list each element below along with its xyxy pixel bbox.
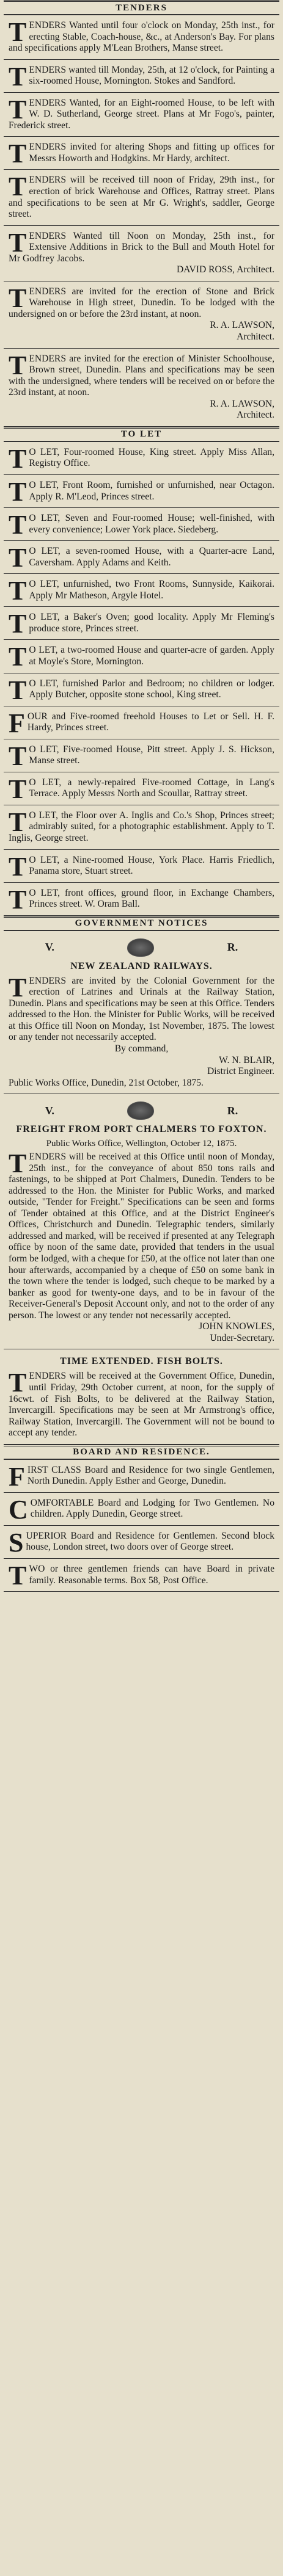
board-ad-text: OMFORTABLE Board and Lodging for Two Gentlemen. No children. Apply Dunedin, George street. [30, 1497, 274, 1520]
board-ad-text: UPERIOR Board and Residence for Gentlemen. Second block house, London street, two doors over of George street. [26, 1530, 274, 1553]
tolet-ad [4, 805, 279, 850]
dropcap: T [9, 1368, 27, 1398]
tender-ad [4, 60, 279, 93]
tolet-ad [4, 883, 279, 916]
dropcap: T [9, 476, 27, 507]
board-ad-text: IRST CLASS Board and Residence for two single Gentlemen, North Dunedin. Apply Esther and George, Dunedin. [27, 1464, 274, 1487]
railways-notice [4, 931, 279, 1095]
tolet-ad-text: O LET, Five-roomed House, Pitt street. Apply J. S. Hickson, Manse street. [29, 744, 274, 766]
freight-signature: JOHN KNOWLES, [199, 1321, 274, 1332]
dropcap: T [9, 807, 27, 837]
board-section [0, 1445, 283, 1592]
tender-ad-text: ENDERS wanted till Monday, 25th, at 12 o'clock, for Painting a six-roomed House, Mornington. Stokes and Sandford. [29, 64, 274, 87]
dropcap: T [9, 172, 27, 202]
dropcap: T [9, 17, 27, 47]
freight-body: ENDERS will be received at this Office until noon of Monday, 25th inst., for the conveyance of about 850 tons rails and fastenings, to be shipped at Port Chalmers, Dunedin. Tenders to be addressed to the Hon. the Minister for Public Works, and marked outside, "Tender for Freight." Specifications can be seen and forms of Tender obtained at this Office, and at the District Engineer's Offices, Christchurch and Dunedin. Telegraphic tenders, similarly addressed and marked, will be received if presented at any Telegraph office by noon of the same date, provided that tenders in the usual form be lodged, with a cheque for £50, at the office not later than one hour afterwards, accompanied by a cheque of £50 on some bank in the town where the tender is lodged, such cheque to be marked by a banker as good for twenty-one days, and to be in favour of the Receiver-General's Deposit Account only, and not to the order of any person. The lowest or any tender not necessarily accepted. [9, 1152, 274, 1321]
section-header-tenders: TENDERS [4, 0, 279, 15]
dropcap: T [9, 774, 27, 804]
dropcap: T [9, 350, 27, 380]
railways-signature-title: District Engineer. [207, 1066, 274, 1077]
tolet-ad [4, 673, 279, 706]
dropcap: T [9, 283, 27, 313]
dropcap: T [9, 741, 27, 771]
section-header-board: BOARD AND RESIDENCE. [4, 1445, 279, 1460]
tolet-list [0, 442, 283, 916]
tender-ad-signature-title: Architect. [237, 410, 274, 421]
tolet-ad-text: O LET, furnished Parlor and Bedroom; no children or lodger. Apply Butcher, opposite stone school, King street. [29, 678, 274, 700]
dropcap: T [9, 576, 27, 606]
section-header-tolet: TO LET [4, 427, 279, 442]
tolet-ad [4, 607, 279, 640]
tender-ad [4, 170, 279, 225]
tolet-ad-text: O LET, a Baker's Oven; good locality. Apply Mr Fleming's produce store, Princes street. [29, 612, 274, 634]
dropcap: T [9, 675, 27, 705]
freight-signature-title: Under-Secretary. [210, 1332, 274, 1343]
vr-right: R. [227, 941, 238, 954]
tender-ad-text: ENDERS are invited for the erection of Minister Schoolhouse, Brown street, Dunedin. Plans and specifications may be seen with the undersigned, where tenders will be received on or before the 23rd instant, at noon. [9, 353, 274, 398]
tender-ad [4, 137, 279, 170]
tender-ad-text: ENDERS Wanted, for an Eight-roomed House, to be left with W. D. Sutherland, George street. Plans at Mr Fogo's, painter, Frederick street. [9, 97, 274, 131]
tolet-ad [4, 772, 279, 805]
board-ad [4, 1493, 279, 1526]
board-list [0, 1460, 283, 1592]
dropcap: T [9, 851, 27, 882]
dropcap: T [9, 1148, 27, 1179]
tolet-ad-text: O LET, a two-roomed House and quarter-acre of garden. Apply at Moyle's Store, Mornington. [29, 645, 274, 667]
tolet-ad [4, 574, 279, 607]
tender-ad-text: ENDERS Wanted until four o'clock on Monday, 25th inst., for erecting Stable, Coach-house, &c., at Anderson's Bay. For plans and specifications apply M'Lean Brothers, Manse street. [9, 20, 274, 54]
tolet-section [0, 427, 283, 916]
railways-by: By command, [114, 1043, 169, 1054]
dropcap: T [9, 443, 27, 474]
vr-left: V. [45, 1104, 54, 1117]
tolet-ad [4, 706, 279, 739]
tolet-ad-text: O LET, a seven-roomed House, with a Quarter-acre Land, Caversham. Apply Adams and Keith. [29, 546, 274, 568]
tender-ad-signature-title: Architect. [237, 332, 274, 343]
vr-right: R. [227, 1104, 238, 1117]
board-ad [4, 1460, 279, 1493]
tolet-ad-text: O LET, front offices, ground floor, in Exchange Chambers, Princes street. W. Oram Ball. [29, 887, 274, 910]
tenders-list [0, 15, 283, 427]
tolet-ad [4, 850, 279, 883]
government-section [0, 916, 283, 1445]
tender-ad [4, 281, 279, 349]
board-ad [4, 1559, 279, 1592]
tender-ad-signature: R. A. LAWSON, [210, 398, 274, 409]
crest-icon [127, 1101, 154, 1120]
dropcap: T [9, 609, 27, 639]
tolet-ad [4, 475, 279, 508]
railways-title: NEW ZEALAND RAILWAYS. [70, 960, 213, 971]
freight-title: FREIGHT FROM PORT CHALMERS TO FOXTON. [16, 1124, 267, 1135]
fish-bolts-notice [4, 1349, 279, 1444]
tender-ad [4, 349, 279, 427]
tolet-ad [4, 739, 279, 772]
dropcap: S [9, 1527, 24, 1558]
dropcap: T [9, 139, 27, 169]
tender-ad-signature: DAVID ROSS, Architect. [177, 264, 274, 275]
tolet-ad-text: O LET, a newly-repaired Five-roomed Cottage, in Lang's Terrace. Apply Messrs North and Scoullar, Rattray street. [29, 777, 274, 799]
dropcap: T [9, 510, 27, 540]
tolet-ad [4, 640, 279, 673]
tender-ad [4, 93, 279, 137]
tender-ad-text: ENDERS invited for altering Shops and fitting up offices for Messrs Howorth and Hodgkins. Mr Hardy, architect. [29, 142, 274, 164]
dropcap: T [9, 94, 27, 125]
tolet-ad-text: O LET, a Nine-roomed House, York Place. Harris Friedlich, Panama store, Stuart street. [29, 854, 274, 877]
tolet-ad [4, 541, 279, 574]
dropcap: F [9, 1461, 25, 1492]
dropcap: T [9, 543, 27, 573]
tenders-section [0, 0, 283, 427]
tolet-ad-text: O LET, Four-roomed House, King street. Apply Miss Allan, Registry Office. [29, 446, 274, 469]
dropcap: T [9, 61, 27, 92]
tolet-ad-text: OUR and Five-roomed freehold Houses to Let or Sell. H. F. Hardy, Princes street. [27, 711, 274, 733]
railways-body: ENDERS are invited by the Colonial Government for the erection of Latrines and Urinals at the Railway Station, Dunedin. Plans and specifications may be seen at this Office. Tenders addressed to the Hon. the Minister for Public Works, will be received at this Office till Noon on Monday, 1st November, 1875. The lowest or any tender not necessarily accepted. [9, 975, 274, 1043]
dropcap: C [9, 1494, 28, 1525]
tolet-ad-text: O LET, Front Room, furnished or unfurnished, near Octagon. Apply R. M'Leod, Princes street. [29, 479, 274, 502]
freight-office: Public Works Office, Wellington, October 12, 1875. [46, 1139, 237, 1149]
fish-bolts-title: TIME EXTENDED. FISH BOLTS. [60, 1356, 223, 1367]
tolet-ad-text: O LET, the Floor over A. Inglis and Co.'s Shop, Princes street; admirably suited, for a photographic establishment. Apply to T. Inglis, George street. [9, 810, 274, 843]
railways-date: Public Works Office, Dunedin, 21st October, 1875. [9, 1077, 204, 1088]
railways-signature: W. N. BLAIR, [219, 1054, 274, 1065]
tolet-ad [4, 442, 279, 475]
tender-ad-text: ENDERS Wanted till Noon on Monday, 25th inst., for Extensive Additions in Brick to the Bull and Mouth Hotel for Mr Godfrey Jacobs. [9, 230, 274, 264]
dropcap: T [9, 642, 27, 672]
tolet-ad-text: O LET, unfurnished, two Front Rooms, Sunnyside, Kaikorai. Apply Mr Matheson, Argyle Hotel. [29, 579, 274, 601]
freight-notice [4, 1094, 279, 1349]
tender-ad [4, 226, 279, 281]
vr-emblem [9, 936, 274, 959]
tender-ad-text: ENDERS are invited for the erection of Stone and Brick Warehouse in High street, Dunedin. To be lodged with the undersigned on or before the 23rd instant, at noon. [9, 286, 274, 319]
vr-emblem [9, 1099, 274, 1122]
board-ad-text: WO or three gentlemen friends can have Board in private family. Reasonable terms. Box 58, Post Office. [29, 1563, 274, 1586]
dropcap: T [9, 1560, 27, 1591]
dropcap: T [9, 227, 27, 258]
crest-icon [127, 938, 154, 957]
dropcap: T [9, 884, 27, 915]
tender-ad-signature: R. A. LAWSON, [210, 320, 274, 331]
tender-ad [4, 15, 279, 60]
section-header-government: GOVERNMENT NOTICES [4, 916, 279, 931]
dropcap: T [9, 972, 27, 1003]
tolet-ad-text: O LET, Seven and Four-roomed House; well-finished, with every convenience; Lower York place. Siedeberg. [29, 513, 274, 535]
dropcap: F [9, 708, 25, 738]
tolet-ad [4, 508, 279, 541]
tender-ad-text: ENDERS will be received till noon of Friday, 29th inst., for erection of brick Warehouse and Offices, Rattray street. Plans and specifications to be seen at Mr G. Wright's, saddler, George street. [9, 175, 274, 220]
vr-left: V. [45, 941, 54, 954]
fish-bolts-body: ENDERS will be received at the Government Office, Dunedin, until Friday, 29th October current, at noon, for the supply of 16cwt. of Fish Bolts, to be delivered at the Railway Station, Invercargill. Specifications may be seen at Mr Armstrong's office, Railway Station, Invercargill. The Government will not be bound to accept any tender. [9, 1371, 274, 1439]
board-ad [4, 1526, 279, 1559]
